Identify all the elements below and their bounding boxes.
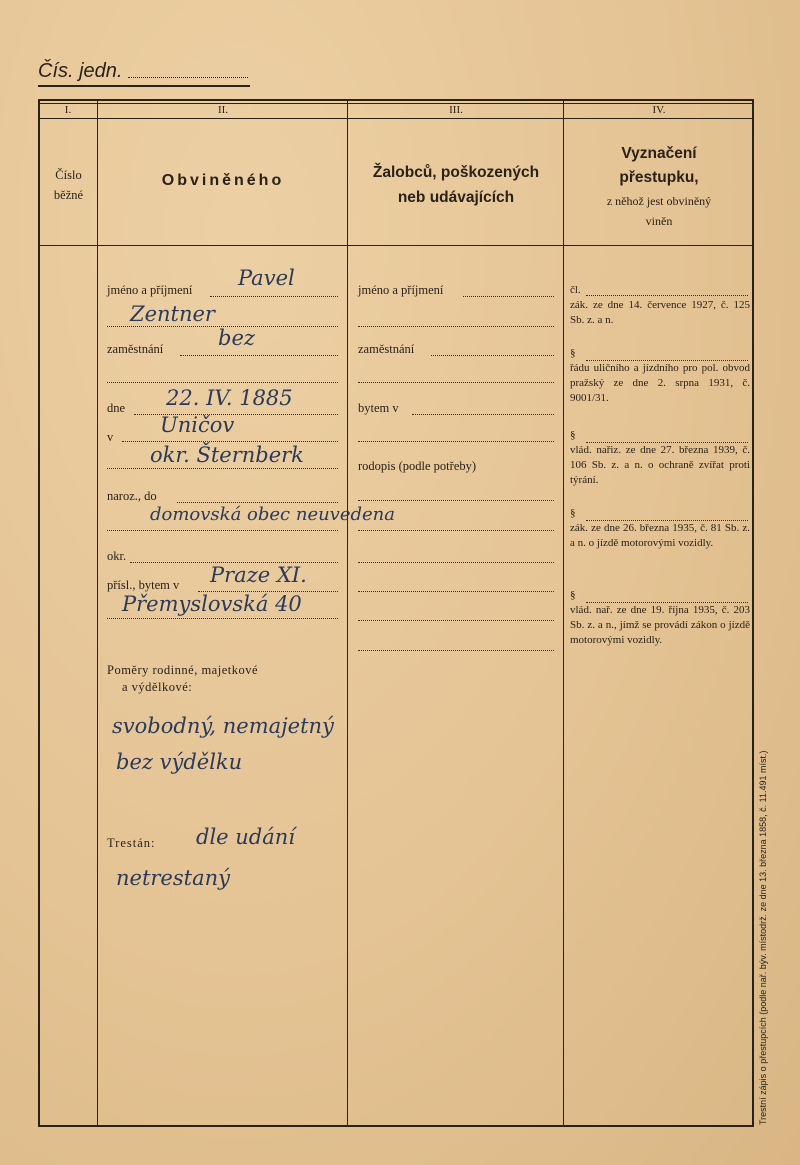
form-footer-note: Trestní zápis o přestupcích (podle nař. býv. místodrž. ze dne 13. března 1858, č. 11.491 míst.) (758, 750, 768, 1125)
offence-5-dots (586, 602, 748, 603)
column-divider-2 (347, 101, 348, 1126)
accused-domicile-city: Praze XI. (210, 563, 307, 587)
column-header-4 (564, 142, 754, 230)
column-number-3: III. (449, 104, 463, 116)
accused-place-label: v (107, 430, 114, 444)
column-header-4-line1: Vyznačení (621, 145, 697, 162)
accused-occupation-label: zaměstnání (107, 342, 164, 356)
column-header-3-line1: Žalobců, poškozených (372, 164, 540, 181)
accused-punished-value: dle udání (196, 825, 295, 849)
column-header-3-line2: neb udávajících (397, 189, 515, 206)
complainant-residence-label: bytem v (358, 401, 399, 415)
accused-occupation: bez (218, 326, 255, 350)
accused-born-dots (177, 502, 338, 503)
accused-birth-date: 22. IV. 1885 (166, 386, 293, 410)
accused-last-name: Zentner (130, 302, 215, 326)
column-number-4: IV. (652, 104, 666, 116)
offence-4-prefix: § (570, 507, 576, 519)
column-header-4-line4: viněn (645, 214, 673, 228)
offence-4-text: zák. ze dne 26. března 1935, č. 81 Sb. z. a n. o jízdě motorovými vozidly. (570, 522, 750, 549)
complainant-residence-dots-2 (358, 441, 554, 442)
accused-circumstances-label: Poměry rodinné, majetkové (107, 663, 259, 677)
accused-district-label: okr. (107, 549, 127, 563)
offence-entry-4 (570, 506, 750, 551)
complainant-dots-a (358, 500, 554, 501)
column-header-4-line3: z něhož jest obviněný (606, 194, 712, 208)
offence-4-dots (586, 520, 748, 521)
offence-entry-5 (570, 588, 750, 648)
column-divider-3 (563, 101, 564, 1126)
offence-3-prefix: § (570, 429, 576, 441)
accused-born-value: domovská obec neuvedena (150, 504, 396, 525)
accused-place-dots-2 (107, 468, 338, 469)
accused-born-label: naroz., do (107, 489, 157, 503)
accused-domicile-street: Přemyslovská 40 (122, 592, 302, 616)
offence-2-dots (586, 360, 748, 361)
accused-first-name: Pavel (238, 266, 295, 290)
column-header-1-line1: Číslo (55, 168, 82, 182)
file-number-dotted-line (128, 77, 248, 78)
complainant-dots-f (358, 650, 554, 651)
file-number-underline (38, 85, 250, 87)
complainant-description-label: rodopis (podle potřeby) (358, 459, 477, 473)
accused-punished-value-2: netrestaný (116, 866, 230, 890)
column-header-4-line2: přestupku, (619, 169, 699, 186)
complainant-name-label: jméno a příjmení (358, 283, 444, 297)
offence-1-dots (586, 295, 748, 296)
offence-entry-2 (570, 346, 750, 406)
complainant-occupation-dots (431, 355, 554, 356)
offence-5-prefix: § (570, 589, 576, 601)
offence-3-dots (586, 442, 748, 443)
offence-2-text: řádu uličního a jízdního pro pol. obvod pražský ze dne 2. srpna 1931, č. 9001/31. (570, 362, 750, 404)
offence-5-text: vlád. nař. ze dne 19. října 1935, č. 203 Sb. z. a n., jímž se provádí zákon o jízdě motorovými vozidly. (570, 604, 750, 646)
column-divider-1 (97, 101, 98, 1126)
column-header-1 (40, 165, 97, 205)
accused-date-label: dne (107, 401, 126, 415)
accused-name-label: jméno a příjmení (107, 283, 193, 297)
accused-born-dots-2 (107, 530, 338, 531)
offence-entry-3 (570, 428, 750, 488)
complainant-residence-dots (412, 414, 554, 415)
accused-occupation-dots-2 (107, 382, 338, 383)
accused-occupation-dots (180, 355, 338, 356)
roman-row-divider (38, 118, 754, 119)
offence-entry-1 (570, 283, 750, 328)
accused-domicile-dots-2 (107, 618, 338, 619)
complainant-occupation-dots-2 (358, 382, 554, 383)
column-number-2: II. (217, 104, 229, 116)
accused-circumstances-value-2: bez výdělku (116, 750, 243, 774)
column-header-3 (348, 160, 564, 210)
offence-1-text: zák. ze dne 14. července 1927, č. 125 Sb. z. a n. (570, 299, 750, 326)
complainant-dots-e (358, 620, 554, 621)
accused-birth-place: Uničov (160, 413, 235, 437)
accused-name-dots (210, 296, 338, 297)
complainant-name-dots (463, 296, 554, 297)
complainant-occupation-label: zaměstnání (358, 342, 415, 356)
complainant-name-dots-2 (358, 326, 554, 327)
accused-circumstances-label-2: a výdělkové: (122, 680, 193, 694)
header-row-divider (38, 245, 754, 246)
accused-punished-label: Trestán: (107, 836, 156, 850)
complainant-dots-c (358, 562, 554, 563)
column-header-1-line2: běžné (53, 188, 84, 202)
accused-circumstances-value: svobodný, nemajetný (112, 714, 334, 738)
offence-3-text: vlád. nařiz. ze dne 27. března 1939, č. 106 Sb. z. a n. o ochraně zvířat proti týrání. (570, 444, 750, 486)
complainant-dots-b (358, 530, 554, 531)
accused-domicile-label: přísl., bytem v (107, 578, 180, 592)
offence-2-prefix: § (570, 347, 576, 359)
accused-place-dots (122, 441, 338, 442)
offence-1-prefix: čl. (570, 284, 581, 296)
accused-birth-district: okr. Šternberk (150, 443, 304, 467)
file-number-label: Čís. jedn. (38, 60, 123, 82)
column-number-1: I. (64, 104, 72, 116)
column-header-2: Obviněného (161, 172, 285, 189)
complainant-dots-d (358, 591, 554, 592)
